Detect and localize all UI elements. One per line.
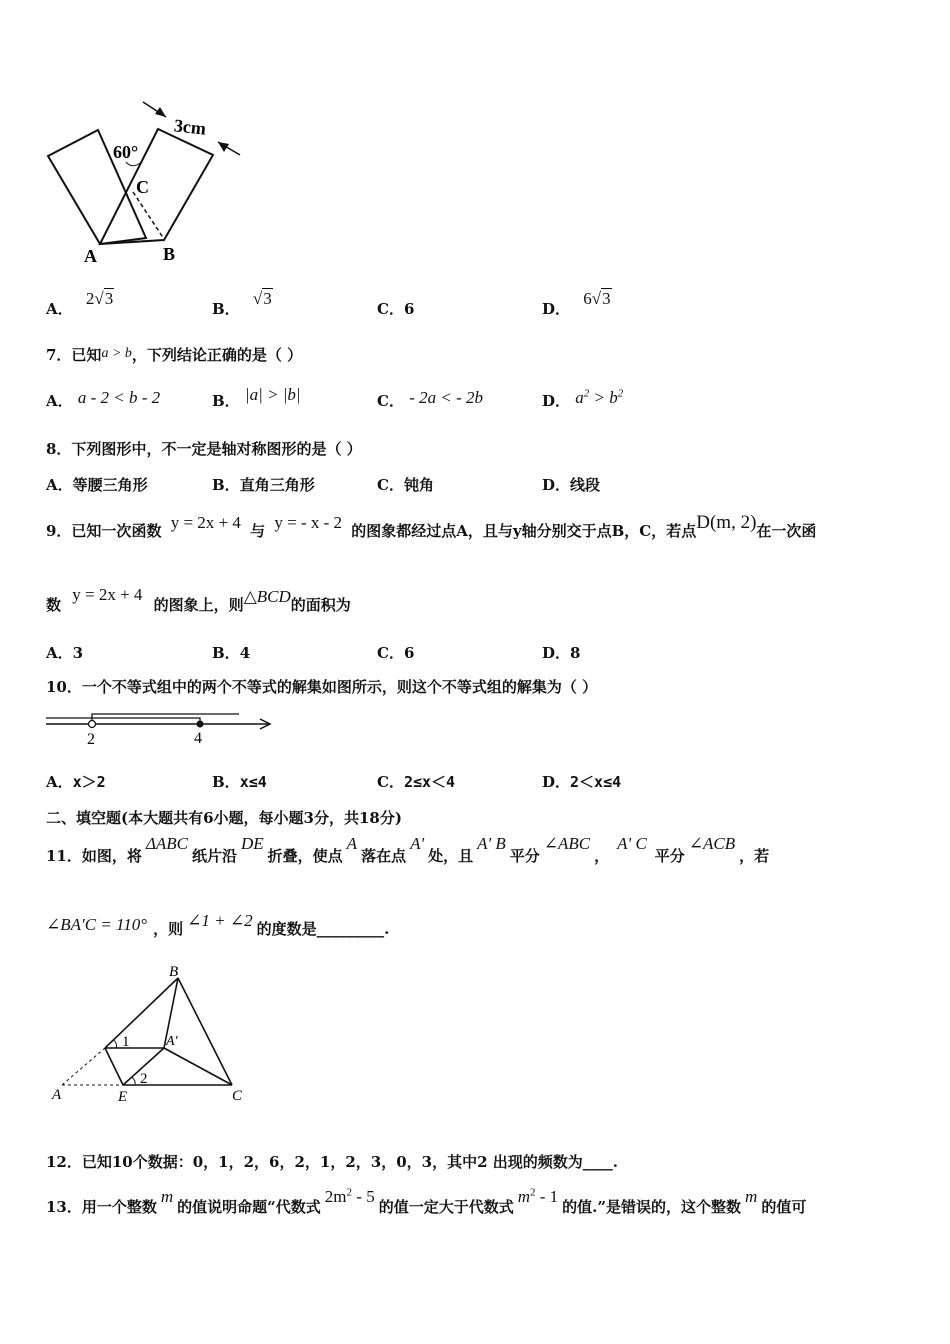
label-a-prime: A′ bbox=[166, 1034, 178, 1049]
q10-option-b[interactable]: B．x≤4 bbox=[212, 773, 267, 791]
label-3cm: 3cm bbox=[173, 115, 207, 139]
q7-option-d[interactable]: D． $a^2 > b^2$ bbox=[542, 387, 624, 410]
angle-2-arc bbox=[132, 1077, 135, 1085]
q11-stem-line2: ∠BA′C = 110° ，则 ∠1 + ∠2 的度数是_________. bbox=[46, 911, 390, 938]
q8-option-a[interactable]: A．等腰三角形 bbox=[46, 476, 148, 494]
dashed-line-cb bbox=[133, 192, 164, 239]
q12-stem: 12．已知10个数据：0，1，2，6，2，1，2，3，0，3，其中2 出现的频数为____. bbox=[46, 1153, 619, 1171]
q9-option-b[interactable]: B．4 bbox=[212, 644, 251, 662]
q8-stem: 8．下列图形中，不一定是轴对称图形的是（ ） bbox=[46, 440, 362, 458]
label-c: C bbox=[232, 1088, 243, 1104]
q9-option-a[interactable]: A．3 bbox=[46, 644, 84, 662]
q6-option-a[interactable]: A． 2√3 bbox=[46, 289, 114, 318]
label-angle-1: 1 bbox=[122, 1034, 130, 1050]
edge-b-c bbox=[178, 978, 232, 1085]
label-c: C bbox=[136, 177, 149, 197]
q8-option-b[interactable]: B．直角三角形 bbox=[212, 476, 315, 494]
q10-option-d[interactable]: D．2＜x≤4 bbox=[542, 773, 622, 791]
open-circle-2 bbox=[89, 721, 96, 728]
label-e: E bbox=[118, 1089, 128, 1105]
q6-figure bbox=[40, 95, 255, 270]
q7-option-a[interactable]: A． a - 2 < b - 2 bbox=[46, 388, 161, 410]
label-angle-2: 2 bbox=[140, 1071, 148, 1087]
q10-option-c[interactable]: C．2≤x＜4 bbox=[377, 773, 456, 791]
label-a: A bbox=[84, 246, 97, 266]
label-b: B bbox=[169, 964, 179, 980]
q7-option-b[interactable]: B． |a| > |b| bbox=[212, 385, 301, 410]
q6-option-c[interactable]: C．6 bbox=[377, 300, 415, 318]
q10-stem: 10．一个不等式组中的两个不等式的解集如图所示，则这个不等式组的解集为（ ） bbox=[46, 678, 598, 696]
q9-option-d[interactable]: D．8 bbox=[542, 644, 581, 662]
solution-bracket-lower bbox=[46, 718, 200, 724]
solution-bracket-upper bbox=[92, 714, 239, 724]
q9-stem-line1: 9．已知一次函数 y = 2x + 4 与 y = - x - 2 的图象都经过点A，且与y轴分别交于点B，C，若点D(m, 2)在一次函 bbox=[46, 512, 817, 540]
q10-number-line bbox=[44, 706, 274, 748]
closed-circle-4 bbox=[197, 721, 204, 728]
q7-stem: 7．已知a > b，下列结论正确的是（ ） bbox=[46, 346, 303, 364]
arrowhead-top bbox=[155, 107, 166, 117]
q11-stem-line1: 11．如图，将ΔABC纸片沿DE折叠，使点A落在点A'处，且A' B平分∠ABC，A' C平分∠ACB，若 bbox=[46, 834, 770, 865]
q9-option-c[interactable]: C．6 bbox=[377, 644, 415, 662]
dashed-a-d bbox=[62, 1048, 105, 1085]
q6-option-b[interactable]: B． √3 bbox=[212, 289, 272, 318]
q10-option-a[interactable]: A．x＞2 bbox=[46, 773, 106, 791]
edge-d-e bbox=[105, 1048, 123, 1085]
q8-option-c[interactable]: C．钝角 bbox=[377, 476, 434, 494]
q13-stem: 13．用一个整数m的值说明命题“代数式$2m^2 - 5$的值一定大于代数式$m^2 - 1$的值.”是错误的，这个整数m的值可 bbox=[46, 1186, 807, 1216]
axis-label-2: 2 bbox=[87, 731, 95, 748]
angle-1-arc bbox=[114, 1040, 117, 1048]
angle-arc bbox=[126, 162, 140, 166]
label-a: A bbox=[52, 1087, 62, 1103]
axis-label-4: 4 bbox=[194, 730, 202, 747]
q9-stem-line2: 数 y = 2x + 4 的图象上，则△BCD的面积为 bbox=[46, 585, 351, 614]
label-60: 60° bbox=[113, 142, 139, 162]
q11-figure bbox=[48, 960, 258, 1105]
q7-option-c[interactable]: C． - 2a < - 2b bbox=[377, 388, 483, 410]
q8-option-d[interactable]: D．线段 bbox=[542, 476, 601, 494]
q6-option-d[interactable]: D． 6√3 bbox=[542, 289, 611, 318]
label-b: B bbox=[163, 244, 176, 264]
section-2-heading: 二、填空题(本大题共有6小题，每小题3分，共18分) bbox=[46, 809, 402, 827]
